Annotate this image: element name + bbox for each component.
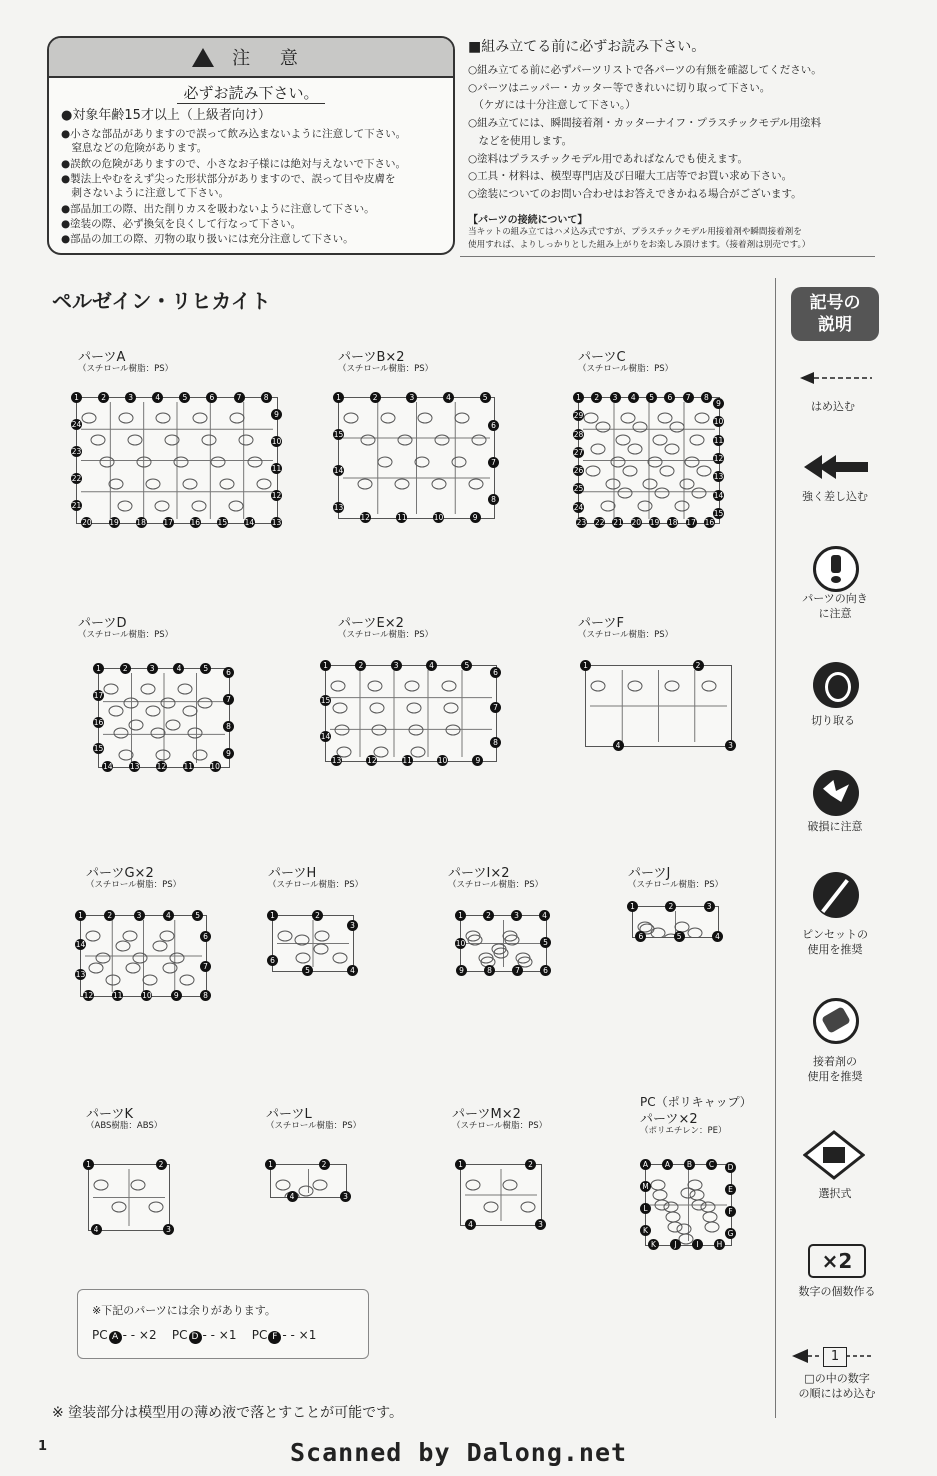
- part-number-label: 10: [713, 417, 724, 427]
- part-number-label: 14: [75, 940, 86, 950]
- bottom-note: ※ 塗装部分は模型用の薄め液で落とすことが可能です。: [52, 1405, 404, 1421]
- part-number-label: 5: [480, 392, 491, 403]
- part-number-label: 10: [210, 762, 220, 771]
- part-number-label: 11: [271, 463, 282, 473]
- part-number-label: C: [706, 1159, 717, 1170]
- x2-icon: ×2: [808, 1244, 866, 1278]
- part-number-label: 7: [234, 392, 245, 403]
- part-number-label: 1: [455, 910, 466, 921]
- part-number-label: 21: [613, 518, 623, 527]
- remainder-box: [77, 1289, 369, 1359]
- exclamation-icon: [813, 546, 859, 592]
- part-number-label: 3: [340, 1191, 351, 1202]
- part-number-label: M: [640, 1181, 651, 1192]
- part-name: パーツG×2: [86, 866, 154, 881]
- part-number-label: 3: [347, 920, 358, 931]
- part-number-label: E: [725, 1184, 736, 1195]
- legend-text-insert: はめ込む: [811, 400, 855, 413]
- part-number-label: 19: [649, 518, 660, 527]
- part-number-label: 4: [152, 392, 163, 403]
- part-number-label: 6: [223, 667, 234, 678]
- legend-divider: [775, 278, 776, 1418]
- part-number-label: 10: [455, 939, 466, 948]
- part-number-label: 1: [75, 910, 86, 921]
- part-number-label: 7: [200, 961, 211, 972]
- part-number-label: 12: [156, 762, 167, 771]
- part-number-label: 7: [223, 694, 234, 705]
- part-number-label: 5: [540, 937, 551, 948]
- part-number-label: 4: [465, 1219, 476, 1230]
- part-number-label: 3: [163, 1224, 174, 1235]
- sprue-diagram: [88, 1164, 170, 1231]
- part-number-label: 11: [112, 991, 123, 1000]
- part-number-label: 14: [713, 490, 724, 500]
- part-name: パーツ×2: [640, 1112, 698, 1127]
- part-number-label: 2: [525, 1159, 536, 1170]
- part-number-label: 11: [397, 513, 407, 522]
- sprue-diagram: [645, 1164, 732, 1246]
- part-number-label: 6: [200, 931, 211, 942]
- part-number-label: 16: [190, 518, 201, 527]
- warning-icon: [192, 48, 214, 67]
- read-before-line: ○組み立てる前に必ずパーツリストで各パーツの有無を確認してください。: [468, 64, 822, 76]
- joint-line: 使用すれば、よりしっかりとした組み上がりをお楽しみ頂けます。（接着剤は別売です。）: [468, 240, 811, 250]
- read-before-title: ■組み立てる前に必ずお読み下さい。: [468, 39, 706, 55]
- legend-text-order: □の中の数字 の順にはめ込む: [798, 1372, 876, 1400]
- remainder-title: ※下記のパーツには余りがあります。: [92, 1304, 276, 1317]
- page-number: 1: [38, 1439, 48, 1454]
- part-number-label: 12: [713, 454, 724, 464]
- part-number-label: 13: [75, 969, 86, 979]
- double-arrow-icon: [800, 452, 872, 482]
- part-material: （スチロール樹脂：PS）: [86, 880, 182, 890]
- part-material: （スチロール樹脂：PS）: [452, 1121, 548, 1131]
- caution-header: [49, 38, 453, 78]
- part-number-label: 5: [179, 392, 190, 403]
- caution-line: ●塗装の際、必ず換気を良くして行なって下さい。: [61, 218, 302, 230]
- part-number-label: 18: [668, 518, 678, 527]
- sprue-diagram: [338, 397, 495, 519]
- part-number-label: 9: [456, 965, 467, 976]
- part-number-label: 5: [674, 931, 685, 942]
- part-number-label: 9: [171, 990, 182, 1001]
- part-number-label: 4: [347, 965, 358, 976]
- part-number-label: 29: [573, 411, 584, 421]
- part-number-label: K: [640, 1225, 651, 1236]
- part-number-label: 3: [704, 901, 715, 912]
- part-material: （ポリエチレン：PE）: [640, 1126, 727, 1136]
- part-number-label: 1: [627, 901, 638, 912]
- part-number-label: 15: [320, 696, 331, 706]
- part-number-label: 1: [265, 1159, 276, 1170]
- legend-text-tweezers: ピンセットの 使用を推奨: [802, 928, 868, 956]
- part-number-label: F: [725, 1206, 736, 1217]
- part-name: パーツA: [78, 350, 126, 365]
- part-name: パーツK: [86, 1107, 134, 1122]
- caution-line: ●部品の加工の際、刃物の取り扱いには充分注意して下さい。: [61, 233, 354, 245]
- part-number-label: 12: [271, 490, 282, 500]
- part-number-label: 2: [104, 910, 115, 921]
- caution-line: ●部品加工の際、出た削りカスを吸わないように注意して下さい。: [61, 203, 375, 215]
- part-number-label: G: [725, 1228, 736, 1239]
- part-name: パーツI×2: [448, 866, 510, 881]
- scan-credit: Scanned by Dalong.net: [290, 1438, 628, 1467]
- remainder-items: PC A - - ×2 PC D - - ×1 PC F - - ×1: [92, 1328, 317, 1342]
- sprue-diagram: [80, 915, 207, 997]
- sprue-diagram: [272, 915, 354, 972]
- part-name: パーツF: [578, 616, 624, 631]
- part-number-label: 15: [333, 429, 344, 439]
- part-number-label: 4: [426, 660, 437, 671]
- caution-line: ●対象年齢15才以上（上級者向け）: [61, 108, 271, 123]
- part-number-label: 6: [540, 965, 551, 976]
- caution-box: [47, 36, 455, 255]
- part-number-label: 1: [71, 392, 82, 403]
- part-number-label: B: [684, 1159, 695, 1170]
- part-material: （スチロール樹脂：PS）: [268, 880, 364, 890]
- part-name: パーツM×2: [452, 1107, 521, 1122]
- part-name: パーツJ: [628, 866, 671, 881]
- read-before-line: ○塗装についてのお問い合わせはお答えできかねる場合がございます。: [468, 188, 802, 200]
- part-number-label: 13: [713, 472, 724, 482]
- part-number-label: 14: [333, 466, 344, 476]
- part-number-label: 5: [302, 965, 313, 976]
- part-number-label: 13: [333, 503, 344, 512]
- part-number-label: L: [640, 1203, 651, 1214]
- part-number-label: 10: [433, 513, 444, 522]
- part-number-label: 9: [713, 398, 724, 409]
- part-number-label: 3: [125, 392, 136, 403]
- sprue-diagram: [76, 397, 278, 524]
- part-number-label: 2: [355, 660, 366, 671]
- part-number-label: 2: [483, 910, 494, 921]
- part-material: （スチロール樹脂：PS）: [578, 630, 674, 640]
- part-number-label: K: [648, 1239, 659, 1250]
- part-number-label: 1: [573, 392, 584, 403]
- part-number-label: 2: [319, 1159, 330, 1170]
- part-number-label: 22: [71, 474, 82, 484]
- part-number-label: 12: [360, 513, 370, 522]
- legend-text-direction: パーツの向き に注意: [802, 592, 868, 620]
- part-number-label: 4: [287, 1191, 298, 1202]
- kit-title: ペルゼイン・リヒカイト: [52, 289, 271, 313]
- read-before-line: ○パーツはニッパー・カッター等できれいに切り取って下さい。: [468, 82, 771, 94]
- caution-line: 窒息などの危険があります。: [61, 142, 208, 154]
- part-number-label: 9: [472, 755, 483, 766]
- caution-line: ●誤飲の危険がありますので、小さなお子様には絶対与えないで下さい。: [61, 158, 406, 170]
- part-number-label: 17: [93, 690, 104, 700]
- read-before-line: （ケガには十分注意して下さい。）: [468, 99, 636, 111]
- part-number-label: 9: [470, 512, 481, 523]
- part-number-label: 6: [267, 955, 278, 966]
- part-number-label: 7: [490, 702, 501, 713]
- part-number-label: 1: [580, 660, 591, 671]
- part-number-label: 9: [223, 748, 234, 759]
- part-number-label: 10: [271, 436, 282, 446]
- legend-text-x2: 数字の個数作る: [798, 1285, 876, 1298]
- part-number-label: 3: [535, 1219, 546, 1230]
- part-number-label: 13: [271, 518, 282, 527]
- part-number-label: 6: [488, 420, 499, 431]
- part-number-label: I: [692, 1239, 703, 1250]
- part-number-label: 8: [488, 494, 499, 505]
- part-number-label: 2: [591, 392, 602, 403]
- part-number-label: 20: [82, 518, 92, 527]
- legend-text-push: 強く差し込む: [802, 490, 868, 503]
- part-number-label: 8: [261, 392, 272, 403]
- part-material: （スチロール樹脂：PS）: [338, 630, 434, 640]
- joint-title: 【パーツの接続について】: [468, 215, 588, 226]
- part-number-label: J: [670, 1239, 681, 1250]
- part-number-label: 11: [183, 762, 194, 771]
- sprue-diagram: [460, 1164, 542, 1226]
- part-number-label: 23: [71, 447, 82, 457]
- part-number-label: 26: [573, 466, 584, 476]
- part-number-label: 2: [312, 910, 323, 921]
- part-number-label: 6: [490, 667, 501, 678]
- part-number-label: 3: [391, 660, 402, 671]
- part-number-label: 16: [93, 717, 104, 727]
- part-number-label: 16: [704, 518, 715, 527]
- part-number-label: 4: [712, 931, 723, 942]
- read-before-line: ○塗料はプラスチックモデル用であればなんでも使えます。: [468, 153, 748, 165]
- arrow-dashed-icon: [790, 368, 880, 388]
- part-number-label: 25: [573, 484, 584, 494]
- part-name: パーツB×2: [338, 350, 405, 365]
- legend-text-break: 破損に注意: [807, 820, 863, 833]
- part-number-label: A: [662, 1159, 673, 1170]
- part-number-label: 24: [573, 502, 584, 512]
- part-number-label: 2: [370, 392, 381, 403]
- part-number-label: 14: [103, 762, 113, 771]
- caution-line: 刺さないように注意して下さい。: [61, 187, 229, 199]
- part-number-label: 2: [120, 663, 131, 674]
- caution-line: ●小さな部品がありますので誤って飲み込まないように注意して下さい。: [61, 128, 407, 140]
- read-before-line: ○組み立てには、瞬間接着剤・カッターナイフ・プラスチックモデル用塗料: [468, 117, 822, 129]
- part-material: （スチロール樹脂：PS）: [266, 1121, 362, 1131]
- part-number-label: 10: [142, 991, 152, 1000]
- part-number-label: 22: [594, 518, 605, 527]
- part-number-label: D: [725, 1162, 736, 1173]
- caution-title: 注 意: [232, 48, 310, 69]
- part-number-label: 11: [713, 435, 724, 445]
- part-number-label: 7: [683, 392, 694, 403]
- part-number-label: 10: [437, 756, 448, 765]
- part-number-label: 7: [512, 965, 523, 976]
- joint-line: 当キットの組み立てはハメ込み式ですが、プラスチックモデル用接着剤や瞬間接着剤を: [468, 227, 802, 237]
- part-number-label: 13: [331, 756, 342, 765]
- part-number-label: 2: [693, 660, 704, 671]
- part-number-label: 6: [664, 392, 675, 403]
- part-number-label: 2: [98, 392, 109, 403]
- read-before-line: ○工具・材料は、模型専門店及び日曜大工店等でお買い求め下さい。: [468, 170, 793, 182]
- select-icon: [803, 1130, 865, 1180]
- part-name: パーツC: [578, 350, 626, 365]
- part-number-label: 3: [147, 663, 158, 674]
- part-material: （スチロール樹脂：PS）: [78, 630, 174, 640]
- legend-text-select: 選択式: [818, 1187, 852, 1200]
- part-name: パーツH: [268, 866, 317, 881]
- part-number-label: 24: [71, 420, 82, 430]
- legend-text-cut: 切り取る: [811, 714, 855, 727]
- read-before-line: などを使用します。: [468, 135, 573, 147]
- part-material: （スチロール樹脂：PS）: [78, 364, 174, 374]
- part-number-label: 23: [576, 518, 587, 527]
- part-number-label: 7: [488, 457, 499, 468]
- divider: [460, 256, 875, 257]
- part-material: （ABS樹脂：ABS）: [86, 1121, 163, 1131]
- part-number-label: 5: [192, 910, 203, 921]
- legend-text-glue: 接着剤の 使用を推奨: [807, 1055, 863, 1083]
- part-number-label: 4: [628, 392, 639, 403]
- caution-subtitle: 必ずお読み下さい。: [49, 82, 453, 103]
- part-number-label: 1: [333, 392, 344, 403]
- sprue-diagram: [460, 915, 547, 972]
- part-material: （スチロール樹脂：PS）: [628, 880, 724, 890]
- part-number-label: 21: [71, 501, 82, 511]
- sprue-diagram: [325, 665, 497, 762]
- part-number-label: 8: [490, 737, 501, 748]
- part-number-label: 3: [725, 740, 736, 751]
- part-number-label: 3: [134, 910, 145, 921]
- part-number-label: 14: [320, 731, 331, 741]
- sprue-diagram: [98, 668, 230, 768]
- part-number-label: 3: [511, 910, 522, 921]
- part-number-label: 18: [136, 518, 146, 527]
- part-name: パーツD: [78, 616, 127, 631]
- part-name: パーツE×2: [338, 616, 404, 631]
- break-icon: [813, 770, 859, 816]
- part-number-label: 13: [129, 762, 140, 771]
- caution-line: ●製法上やむをえず尖った形状部分がありますので、誤って目や皮膚を: [61, 173, 396, 185]
- order-number-box: 1: [823, 1347, 847, 1367]
- part-number-label: 8: [484, 965, 495, 976]
- part-number-label: 1: [93, 663, 104, 674]
- part-number-label: 5: [200, 663, 211, 674]
- part-material: （スチロール樹脂：PS）: [448, 880, 544, 890]
- part-number-label: 4: [163, 910, 174, 921]
- part-number-label: 8: [701, 392, 712, 403]
- part-number-label: 4: [91, 1224, 102, 1235]
- part-number-label: 15: [217, 518, 228, 527]
- part-number-label: 1: [455, 1159, 466, 1170]
- part-number-label: 6: [635, 931, 646, 942]
- part-number-label: 6: [206, 392, 217, 403]
- part-number-label: H: [714, 1239, 725, 1250]
- part-number-label: 5: [461, 660, 472, 671]
- part-number-label: 17: [686, 518, 696, 527]
- glue-icon: [813, 998, 859, 1044]
- pc-prefix: PC（ポリキャップ）: [640, 1095, 752, 1109]
- part-number-label: 15: [713, 508, 724, 518]
- part-material: （スチロール樹脂：PS）: [578, 364, 674, 374]
- cut-icon: [813, 662, 859, 708]
- part-number-label: 4: [539, 910, 550, 921]
- part-number-label: 12: [367, 756, 377, 765]
- part-name: パーツL: [266, 1107, 312, 1122]
- part-number-label: 1: [83, 1159, 94, 1170]
- part-number-label: 20: [631, 518, 642, 527]
- part-number-label: 11: [402, 756, 412, 765]
- part-number-label: 5: [646, 392, 657, 403]
- part-material: （スチロール樹脂：PS）: [338, 364, 434, 374]
- part-number-label: 3: [610, 392, 621, 403]
- part-number-label: 4: [173, 663, 184, 674]
- sprue-diagram: [270, 1164, 347, 1198]
- part-number-label: 12: [83, 991, 94, 1000]
- part-number-label: 14: [244, 518, 255, 527]
- part-number-label: 3: [406, 392, 417, 403]
- part-number-label: 2: [156, 1159, 167, 1170]
- part-number-label: 1: [267, 910, 278, 921]
- sprue-diagram: [585, 665, 732, 747]
- legend-badge: 記号の 説明: [791, 287, 879, 341]
- part-number-label: 9: [271, 409, 282, 420]
- part-number-label: 27: [573, 447, 584, 457]
- part-number-label: 4: [443, 392, 454, 403]
- part-number-label: 28: [573, 429, 584, 439]
- part-number-label: 8: [223, 721, 234, 732]
- part-number-label: 1: [320, 660, 331, 671]
- part-number-label: 19: [109, 518, 119, 527]
- tweezers-icon: [813, 872, 859, 918]
- part-number-label: 4: [613, 740, 624, 751]
- part-number-label: 2: [665, 901, 676, 912]
- part-number-label: 15: [93, 744, 104, 754]
- part-number-label: 8: [200, 990, 211, 1001]
- sprue-diagram: [578, 397, 720, 524]
- part-number-label: 17: [163, 518, 173, 527]
- part-number-label: A: [640, 1159, 651, 1170]
